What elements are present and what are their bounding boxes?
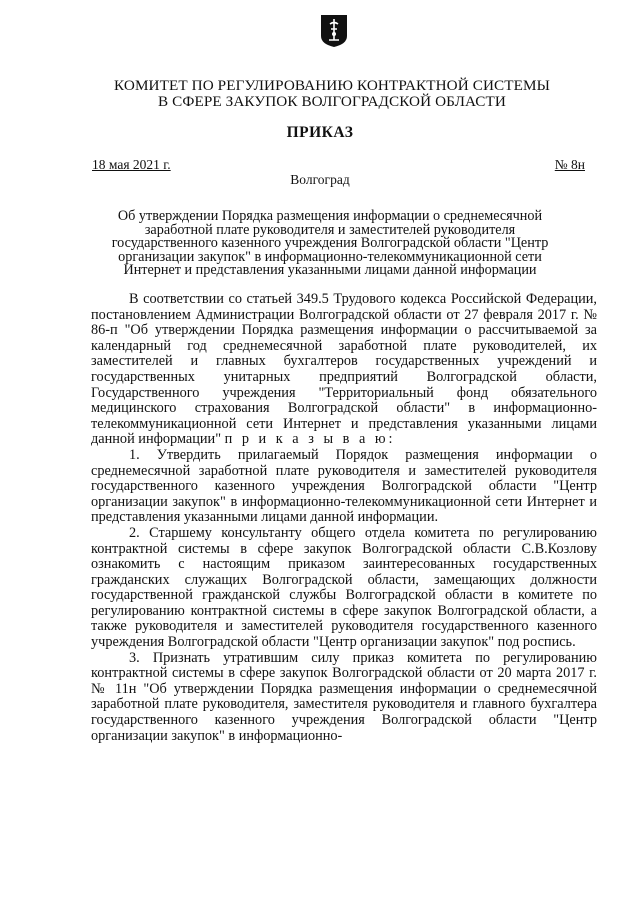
document-date: 18 мая 2021 г. (92, 157, 171, 172)
committee-line-2: В СФЕРЕ ЗАКУПОК ВОЛГОГРАДСКОЙ ОБЛАСТИ (157, 93, 506, 110)
order-word: п р и к а з ы в а ю: (224, 431, 396, 448)
preamble-paragraph (91, 292, 597, 448)
document-type: ПРИКАЗ (286, 124, 354, 141)
preamble-text: В соответствии со статьей 349.5 Трудового кодекса Российской Федерации, постановлением Администрации Волгоградской области от 27 февраля 2017 г. № 86-п "Об утверждении Порядка размещения информации о рассчитываемой за календарный год среднемесячной заработной плате руководителей, их заместителей и главных бухгалтеров государственных учреждений и государственных унитарных предприятий Волгоградской области, Государственного учреждения "Территориальный фонд обязательного медицинского страхования Волгоградской области" в информационно-телекоммуникационной сети Интернет и представления указанными лицами данной информации" (91, 291, 597, 448)
committee-name (90, 78, 574, 110)
document-number: № 8н (554, 157, 585, 172)
document-body (91, 292, 597, 744)
item-3-paragraph: 3. Признать утратившим силу приказ комитета по регулированию контрактной системы в сфере закупок Волгоградской области от 20 марта 2017 г. № 11н "Об утверждении Порядка размещения информации о среднемесячной заработной плате руководителя, заместителя руководителя и главного бухгалтера государственного казенного учреждения Волгоградской области "Центр организации закупок" в информационно- (91, 649, 597, 744)
item-1-paragraph: 1. Утвердить прилагаемый Порядок размещения информации о среднемесячной заработной плате руководителя и заместителей руководителя государственного казенного учреждения Волгоградской области "Центр организации закупок" в информационно-телекоммуникационной сети Интернет и представления указанными лицами данной информации. (91, 446, 597, 526)
coat-of-arms-icon (320, 14, 348, 48)
committee-line-1: КОМИТЕТ ПО РЕГУЛИРОВАНИЮ КОНТРАКТНОЙ СИСТЕМЫ (114, 77, 550, 94)
item-2-paragraph: 2. Старшему консультанту общего отдела комитета по регулированию контрактной системы в сфере закупок Волгоградской области С.В.Козлову ознакомить с настоящим приказом заинтересованных государственных гражданских служащих Волгоградской области, замещающих должности государственной гражданской службы Волгоградской области в комитете по регулированию контрактной системы в сфере закупок Волгоградской области, а также руководителя и заместителей руководителя государственного казенного учреждения Волгоградской области "Центр организации закупок" под роспись. (91, 524, 597, 651)
document-city: Волгоград (290, 172, 350, 187)
document-subject: Об утверждении Порядка размещения информации о среднемесячной заработной плате руководителя и заместителей руководителя государственного казенного учреждения Волгоградской области "Центр организации закупок" в информационно-телекоммуникационной сети Интернет и представления указанными лицами данной информации (111, 208, 549, 279)
